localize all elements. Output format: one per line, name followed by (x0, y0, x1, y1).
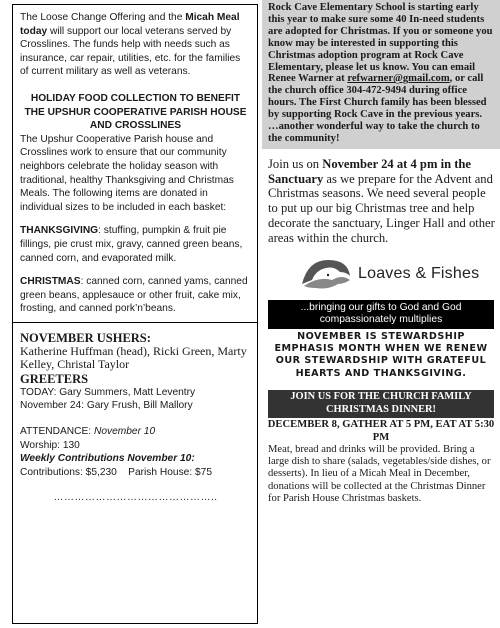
greeters-today: TODAY: Gary Summers, Matt Leventry (20, 386, 196, 398)
greeters-nov24: November 24: Gary Frush, Bill Mallory (20, 400, 193, 412)
thanksgiving-items: : stuffing, pumpkin & fruit pie fillings, pie crust mix, gravy, canned green beans, canned corn, and evaporated milk. (20, 225, 243, 264)
left-column (12, 4, 258, 624)
attendance-label: ATTENDANCE: (20, 426, 94, 438)
christmas-dinner-heading: JOIN US FOR THE CHURCH FAMILY CHRISTMAS DINNER! (268, 390, 494, 418)
thanksgiving-paragraph (20, 224, 251, 265)
ushers-names: Katherine Huffman (head), Ricki Green, Marty Kelley, Christal Taylor (20, 343, 247, 372)
intro-text-end: will support our local veterans served by Crosslines. The funds help with needs such as insurance, car repair, utilities, etc. for the families of current military as well as veterans. (20, 25, 241, 78)
loaves-fishes-tagline: ...bringing our gifts to God and God compassionately multiplies (268, 300, 494, 329)
greeters-heading: GREETERS (20, 371, 89, 386)
loaves-fishes-icon (298, 254, 354, 294)
christmas-dinner-body: Meat, bread and drinks will be provided. Bring a large dish to share (salads, vegetables/side dishes, or desserts). In lieu of a Micah Meal in December, donations will be collected at the Christmas Dinner for Parish House Christmas baskets. (268, 443, 491, 504)
christmas-items: : canned corn, canned yams, canned green beans, applesauce or other fruit, cake mix, frosting, and canned pork’n’beans. (20, 276, 248, 315)
advent-date-text: November 24 at 4 pm in the Sanctuary (268, 156, 472, 186)
christmas-dinner-time: DECEMBER 8, GATHER AT 5 PM, EAT AT 5:30 PM (267, 419, 495, 443)
loaves-fishes-logo-row (262, 252, 500, 294)
right-column (262, 0, 500, 628)
rock-cave-notice (262, 0, 500, 149)
advent-text: Join us on (268, 156, 323, 171)
attendance-date: November 10 (93, 426, 156, 438)
attendance-line (20, 425, 251, 439)
stewardship-notice: NOVEMBER IS STEWARDSHIP EMPHASIS MONTH WHEN WE RENEW OUR STEWARDSHIP WITH GRATEFUL HEARTS AND THANKSGIVING. (274, 330, 488, 379)
advent-decorating-paragraph (262, 157, 500, 246)
thanksgiving-label: THANKSGIVING (20, 225, 99, 237)
rock-cave-text: Rock Cave Elementary School is starting early this year to make sure some 40 In-need students are adopted for Christmas. If you or someone you know may be interested in supporting this Christmas adoption program at Rock Cave Elementary, please let us know. You can email Renee Warner at (268, 2, 493, 85)
food-collection-body: The Upshur Cooperative Parish house and Crosslines work to ensure that our community neighbors celebrate the holiday season with traditional, healthy Thanksgiving and Christmas Meals. The following items are donated in individual sizes to be included in each basket: (20, 133, 234, 213)
loaves-fishes-text: Loaves & Fishes (358, 264, 480, 282)
intro-paragraph (20, 11, 251, 79)
advent-text-end: as we prepare for the Advent and Christmas seasons. We need several people to put up our big Christmas tree and help decorate the sanctuary, Linger Hall and other areas within the church. (268, 171, 495, 245)
rock-cave-text-end: , or call the church office 304-472-9494 during office hours. The First Church family has been blessed by supporting Rock Cave in the previous years. …another wonderful way to take the church to the community! (268, 73, 487, 144)
christmas-label: CHRISTMAS (20, 276, 81, 288)
ushers-heading: NOVEMBER USHERS: (20, 330, 151, 345)
food-collection-heading: HOLIDAY FOOD COLLECTION TO BENEFIT THE UPSHUR COOPERATIVE PARISH HOUSE AND CROSSLINES (24, 92, 247, 132)
christmas-paragraph (20, 275, 251, 316)
worship-count: Worship: 130 (20, 439, 80, 451)
renee-email-link[interactable]: refwarner@gmail.com (347, 73, 450, 85)
dotted-separator: ……………………………………….. (53, 492, 218, 504)
contributions-line: Contributions: $5,230 Parish House: $75 (20, 466, 212, 478)
intro-text: The Loose Change Offering and the (20, 12, 186, 23)
contributions-heading: Weekly Contributions November 10: (20, 453, 195, 465)
micah-meal-text: Micah Meal today (20, 12, 240, 37)
